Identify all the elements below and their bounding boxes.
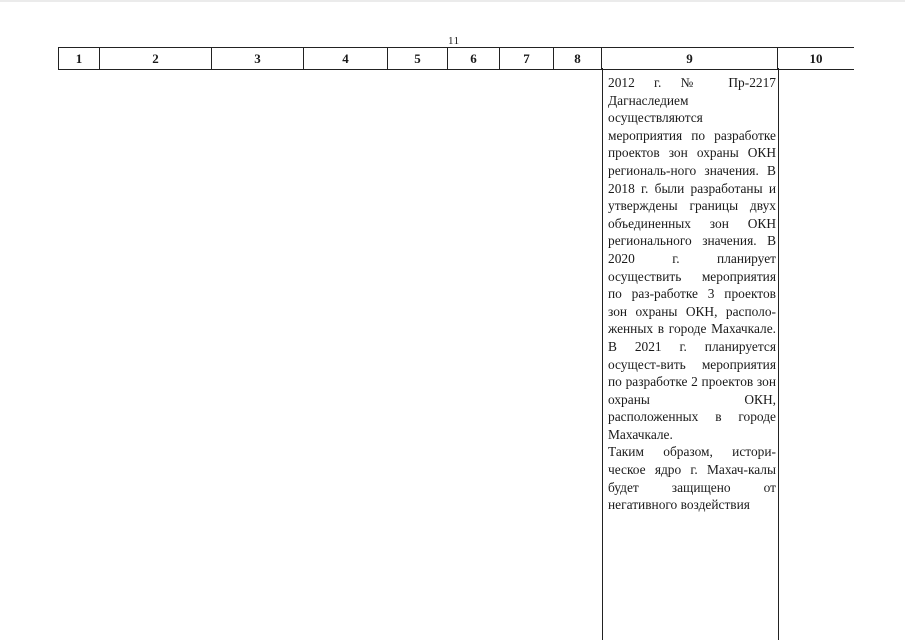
column-divider-left (602, 68, 603, 640)
column-header-9: 9 (602, 48, 778, 69)
column-header-4: 4 (304, 48, 388, 69)
column-header-10: 10 (809, 51, 823, 66)
column-header-1: 1 (58, 48, 100, 69)
page-number: 11 (448, 35, 460, 47)
table-header-row (58, 47, 854, 70)
column-header-2: 2 (100, 48, 212, 69)
column-header-6: 6 (448, 48, 500, 69)
column-header-8: 8 (554, 48, 602, 69)
column-header-5: 5 (388, 48, 448, 69)
column-header-7: 7 (500, 48, 554, 69)
column-divider-right (778, 68, 779, 640)
column-9-paragraph: Таким образом, истори-ческое ядро г. Махач-калы будет защищено от негативного воздействия (608, 444, 776, 513)
column-9-paragraph: 2012 г. № Пр-2217 Дагнаследием осуществляются мероприятия по разработке проектов зон охраны ОКН региональ-ного значения. В 2018 г. были разработаны и утверждены границы двух объединенных зон ОКН регионального значения. В 2020 г. планирует осуществить мероприятия по раз-работке 3 проектов зон охраны ОКН, располо-женных в городе Махачкале. В 2021 г. планируется осущест-вить мероприятия по разработке 2 проектов зон охраны ОКН, расположенных в городе Махачкале. (608, 75, 776, 442)
column-9-content (608, 74, 776, 514)
column-header-3: 3 (212, 48, 304, 69)
scan-artifact-top (0, 0, 905, 2)
